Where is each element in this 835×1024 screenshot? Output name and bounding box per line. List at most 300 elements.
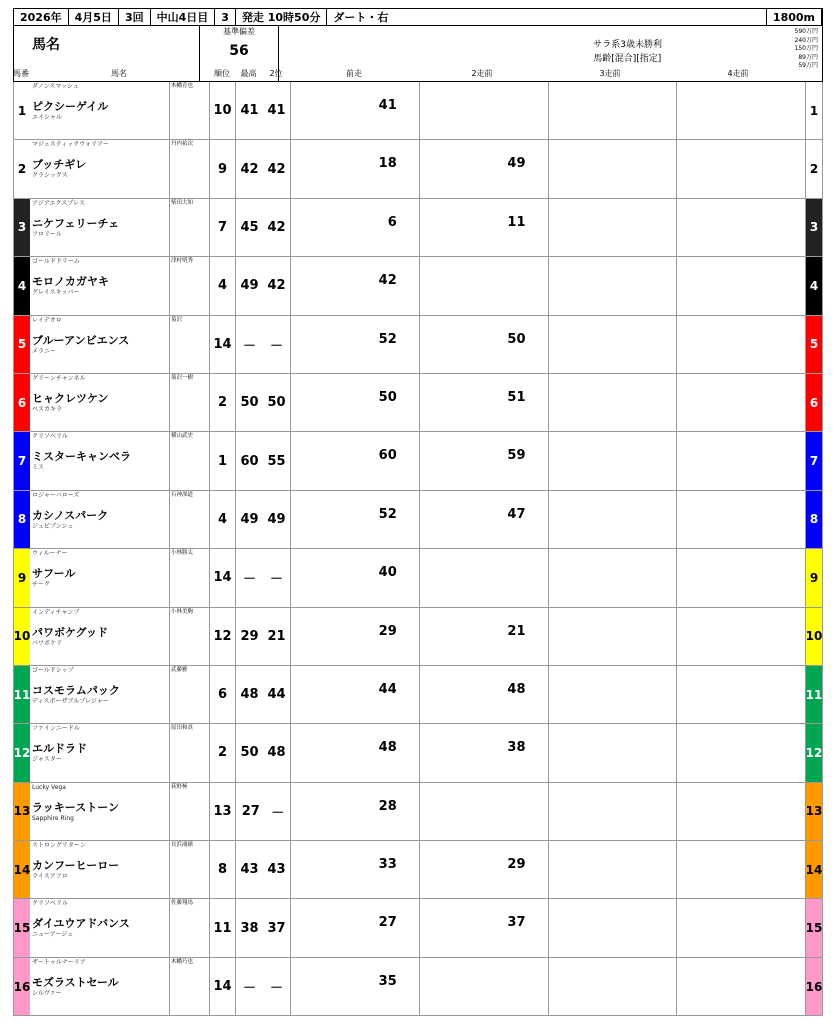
second-score: 48 — [267, 745, 286, 761]
horse-info — [30, 199, 170, 256]
horse-info — [30, 841, 170, 898]
prev1-score: 44 — [378, 681, 397, 697]
horse-number-right: 9 — [806, 549, 822, 606]
horse-number: 2 — [14, 140, 30, 197]
rank: 12 — [210, 608, 236, 665]
prize-3: 150万円 — [794, 45, 818, 52]
horse-number: 6 — [14, 374, 30, 431]
prev-race-4 — [677, 316, 806, 373]
horse-number-right: 2 — [806, 140, 822, 197]
prev-race-3 — [549, 608, 678, 665]
horse-number: 13 — [14, 783, 30, 840]
jockey: 菊沢 — [170, 316, 210, 373]
best-score: － — [242, 338, 256, 354]
scores — [236, 724, 291, 781]
horse-number-right: 6 — [806, 374, 822, 431]
horse-number-right: 13 — [806, 783, 822, 840]
prev-race-3 — [549, 958, 678, 1015]
second-score: 41 — [267, 103, 286, 119]
horse-info — [30, 608, 170, 665]
prize-list — [795, 28, 818, 71]
prev-race-4 — [677, 899, 806, 956]
horse-name: エルドラド — [32, 742, 87, 756]
distance: 1800m — [766, 9, 822, 25]
horse-info — [30, 82, 170, 139]
prev1-score: 60 — [378, 448, 397, 464]
jockey: 横山武史 — [170, 432, 210, 489]
prev-race-4 — [677, 608, 806, 665]
prev1-score: 42 — [378, 273, 397, 289]
prev-race-2 — [420, 958, 549, 1015]
prev-race-1 — [291, 491, 420, 548]
table-row — [13, 491, 823, 549]
jockey: 原田和真 — [170, 724, 210, 781]
horse-name: カンフーヒーロー — [32, 859, 120, 873]
prev-race-4 — [677, 549, 806, 606]
horse-number: 9 — [14, 549, 30, 606]
horse-number: 5 — [14, 316, 30, 373]
race-number: 3 — [215, 9, 236, 25]
scores — [236, 666, 291, 723]
best-score: 50 — [240, 395, 259, 411]
scores — [236, 316, 291, 373]
dam: クラシックス — [32, 172, 68, 180]
dam: Sapphire Ring — [32, 814, 74, 822]
second-score: 42 — [267, 278, 286, 294]
scores — [236, 82, 291, 139]
prev-race-4 — [677, 374, 806, 431]
horse-info — [30, 432, 170, 489]
rank: 1 — [210, 432, 236, 489]
horse-name: コスモラムパック — [32, 683, 120, 697]
race-cond: 馬齢[混合][指定] — [593, 54, 662, 64]
prev-race-2 — [420, 608, 549, 665]
date: 4月5日 — [69, 9, 119, 25]
prev-race-3 — [549, 374, 678, 431]
dam: メラニー — [32, 347, 57, 355]
prev-race-1 — [291, 549, 420, 606]
prev-race-2 — [420, 140, 549, 197]
prize-4: 89万円 — [798, 53, 818, 61]
prev-race-3 — [549, 140, 678, 197]
horse-info — [30, 491, 170, 548]
horse-number: 7 — [14, 432, 30, 489]
sire: ダノンスマッシュ — [32, 83, 79, 90]
second-score: 42 — [267, 161, 286, 177]
prev-race-2 — [420, 432, 549, 489]
horse-number: 14 — [14, 841, 30, 898]
prev-race-4 — [677, 82, 806, 139]
rank: 10 — [210, 82, 236, 139]
horse-number-right: 8 — [806, 491, 822, 548]
best-score: 50 — [240, 745, 259, 761]
second-score: 43 — [267, 862, 286, 878]
table-row — [13, 316, 823, 374]
horse-number: 1 — [14, 82, 30, 139]
jockey: 丹内祐次 — [170, 140, 210, 197]
horse-info — [30, 549, 170, 606]
best-score: 27 — [241, 803, 260, 819]
col-second: 2位 — [269, 69, 283, 78]
prev-race-1 — [291, 199, 420, 256]
second-score: － — [269, 338, 283, 354]
dam: パワボケリ — [32, 639, 63, 647]
prev-race-1 — [291, 374, 420, 431]
course: ダート・右 — [333, 11, 389, 24]
horse-number: 15 — [14, 899, 30, 956]
prev-race-2 — [420, 666, 549, 723]
scores — [236, 899, 291, 956]
dam: ジュピプンシュ — [32, 522, 74, 530]
table-row — [13, 958, 823, 1016]
prev-race-2 — [420, 899, 549, 956]
rank: 9 — [210, 140, 236, 197]
horse-number: 12 — [14, 724, 30, 781]
sire: クリソベリル — [32, 900, 69, 908]
scores — [236, 257, 291, 314]
dam: シルヴァー — [32, 989, 62, 997]
best-score: 43 — [240, 862, 259, 878]
horse-number-right: 15 — [806, 899, 822, 956]
best-score: － — [242, 981, 256, 997]
prev-race-1 — [291, 899, 420, 956]
sire: レイデオロ — [32, 316, 62, 324]
scores — [236, 199, 291, 256]
prev-race-3 — [549, 666, 678, 723]
second-score: 49 — [267, 511, 286, 527]
std-label: 基準偏差 — [223, 27, 255, 36]
prev1-score: 48 — [378, 740, 397, 756]
prize-2: 240万円 — [794, 36, 818, 44]
prev-race-3 — [549, 783, 678, 840]
sire: インディチャンプ — [32, 608, 80, 616]
prev1-score: 50 — [378, 389, 397, 405]
scores — [236, 432, 291, 489]
prev-race-1 — [291, 724, 420, 781]
prev2-score: 51 — [507, 389, 526, 405]
prev-race-2 — [420, 491, 549, 548]
best-score: 42 — [240, 161, 259, 177]
col-prev1: 前走 — [346, 69, 362, 78]
scores — [236, 374, 291, 431]
horse-info — [30, 140, 170, 197]
jockey: 木幡巧也 — [170, 958, 210, 1015]
best-score: 49 — [240, 278, 259, 294]
second-score: － — [271, 805, 285, 821]
prev-race-3 — [549, 316, 678, 373]
horse-number-right: 11 — [806, 666, 822, 723]
round: 3回 — [119, 9, 151, 25]
scores — [236, 140, 291, 197]
prev-race-2 — [420, 374, 549, 431]
dam: ベスカキラ — [32, 405, 63, 413]
horse-name: ブルーアンビエンス — [32, 333, 130, 347]
horse-name: モズラストセール — [32, 975, 119, 989]
prev2-score: 50 — [507, 331, 526, 347]
col-prev4: 4走前 — [727, 69, 749, 78]
jockey: 木幡育也 — [170, 82, 210, 139]
horse-name: カシノスパーク — [32, 508, 109, 522]
sire: ゴールドシップ — [32, 666, 74, 674]
horse-number-right: 14 — [806, 841, 822, 898]
sire: クリソベリル — [32, 433, 69, 441]
prev-race-1 — [291, 432, 420, 489]
prev-race-2 — [420, 783, 549, 840]
horse-info — [30, 374, 170, 431]
dam: ディスポーザブルプレジャー — [32, 697, 109, 705]
rank: 13 — [210, 783, 236, 840]
prev-race-1 — [291, 257, 420, 314]
sire: ファインニードル — [32, 725, 80, 733]
horse-number-right: 16 — [806, 958, 822, 1015]
horse-number: 8 — [14, 491, 30, 548]
prev-race-2 — [420, 549, 549, 606]
col-prev3: 3走前 — [599, 69, 621, 78]
horse-number-right: 5 — [806, 316, 822, 373]
second-score: 55 — [267, 453, 286, 469]
col-best: 最高 — [240, 69, 257, 78]
prize-5: 59万円 — [798, 62, 818, 69]
dam: ライスアフロ — [32, 873, 68, 881]
dam: ニューアージュ — [32, 931, 74, 939]
scores — [236, 958, 291, 1015]
horse-number: 16 — [14, 958, 30, 1015]
prev-race-1 — [291, 82, 420, 139]
best-score: － — [242, 572, 256, 588]
jockey: 石神深道 — [170, 491, 210, 548]
prev-race-3 — [549, 257, 678, 314]
horse-name: ヒャクレツケン — [32, 391, 109, 405]
prev-race-1 — [291, 783, 420, 840]
jockey: 小林美駒 — [170, 608, 210, 665]
dam: フロリール — [32, 230, 62, 238]
prev-race-3 — [549, 199, 678, 256]
prev-race-4 — [677, 432, 806, 489]
prev-race-1 — [291, 841, 420, 898]
horse-info — [30, 899, 170, 956]
horse-number-right: 1 — [806, 82, 822, 139]
jockey: 菊沢一樹 — [170, 374, 210, 431]
sire: ゴールドドリーム — [32, 258, 80, 266]
dam: チーク — [32, 581, 51, 589]
race-conditions — [593, 38, 662, 66]
table-row — [13, 899, 823, 957]
horse-number-right: 10 — [806, 608, 822, 665]
horse-number-right: 7 — [806, 432, 822, 489]
best-score: 60 — [240, 453, 259, 469]
table-row — [13, 140, 823, 198]
horse-info — [30, 257, 170, 314]
rank: 7 — [210, 199, 236, 256]
second-score: 44 — [267, 687, 286, 703]
best-score: 38 — [240, 920, 259, 936]
jockey: 荻野極 — [170, 783, 210, 840]
col-no: 馬番 — [13, 69, 29, 78]
prev1-score: 35 — [378, 973, 397, 989]
horse-name: サフール — [32, 567, 76, 581]
jockey: 小林勝太 — [170, 549, 210, 606]
rank: 14 — [210, 958, 236, 1015]
sire: マジェスティックウォリアー — [32, 141, 109, 149]
prev-race-3 — [549, 841, 678, 898]
horse-info — [30, 316, 170, 373]
horse-info — [30, 958, 170, 1015]
scores — [236, 491, 291, 548]
jockey: 柴田大知 — [170, 199, 210, 256]
prev1-score: 52 — [378, 506, 397, 522]
jockey: 武藤雅 — [170, 666, 210, 723]
scores — [236, 783, 291, 840]
rank: 4 — [210, 257, 236, 314]
best-score: 49 — [240, 511, 259, 527]
venue: 中山4日目 — [151, 9, 216, 25]
second-score: 50 — [267, 395, 286, 411]
horse-number-right: 3 — [806, 199, 822, 256]
prev-race-2 — [420, 257, 549, 314]
rank: 8 — [210, 841, 236, 898]
prev-race-3 — [549, 432, 678, 489]
prev-race-4 — [677, 841, 806, 898]
rank: 2 — [210, 724, 236, 781]
horse-name: ラッキーストーン — [32, 800, 120, 814]
table-row — [13, 666, 823, 724]
horse-name: モロノカガヤキ — [32, 275, 109, 289]
prev1-score: 6 — [387, 214, 397, 230]
sire: Lucky Vega — [32, 783, 66, 791]
prev2-score: 37 — [507, 915, 526, 931]
horse-name: ブッチギレ — [32, 158, 87, 172]
rank: 2 — [210, 374, 236, 431]
race-class: サラ系3歳未勝利 — [593, 40, 662, 50]
best-score: 48 — [240, 687, 259, 703]
table-row — [13, 432, 823, 490]
horse-name: ピクシーゲイル — [32, 100, 109, 113]
horse-info — [30, 666, 170, 723]
name-label: 馬名 — [32, 37, 60, 53]
prev-race-1 — [291, 958, 420, 1015]
second-score: 21 — [267, 628, 286, 644]
prev2-score: 59 — [507, 448, 526, 464]
horse-number: 10 — [14, 608, 30, 665]
horse-name: ミスターキャンベラ — [32, 450, 131, 464]
prev2-score: 48 — [507, 681, 526, 697]
col-prev2: 2走前 — [471, 69, 493, 78]
best-score: 29 — [240, 628, 259, 644]
race-header — [13, 8, 823, 26]
sire: ストロングリターン — [32, 842, 86, 850]
table-row — [13, 549, 823, 607]
sire: ロジャーバローズ — [32, 491, 80, 499]
rank: 6 — [210, 666, 236, 723]
sire: ウィルーナー — [32, 550, 68, 558]
prev1-score: 41 — [378, 98, 397, 113]
horse-name: パワボケグッド — [32, 625, 109, 639]
prev-race-1 — [291, 608, 420, 665]
rank: 4 — [210, 491, 236, 548]
prev-race-2 — [420, 82, 549, 139]
scores — [236, 608, 291, 665]
horse-number: 4 — [14, 257, 30, 314]
prev2-score: 38 — [507, 740, 526, 756]
horse-number-right: 12 — [806, 724, 822, 781]
prev-race-4 — [677, 140, 806, 197]
prev-race-1 — [291, 140, 420, 197]
rank: 11 — [210, 899, 236, 956]
prev-race-2 — [420, 199, 549, 256]
prev1-score: 33 — [378, 857, 397, 873]
prev-race-2 — [420, 724, 549, 781]
second-score: 42 — [267, 219, 286, 235]
dam: ミス — [32, 464, 45, 472]
table-row — [13, 724, 823, 782]
second-score: － — [269, 981, 283, 997]
dam: ジャスター — [32, 756, 62, 764]
table-row — [13, 608, 823, 666]
scores — [236, 549, 291, 606]
prev-race-3 — [549, 491, 678, 548]
prev-race-1 — [291, 316, 420, 373]
col-rank: 順位 — [214, 69, 230, 78]
second-score: － — [269, 572, 283, 588]
table-row — [13, 257, 823, 315]
prev1-score: 28 — [378, 798, 397, 814]
horse-name: ダイユウアドバンス — [32, 917, 130, 931]
jockey: 佐藤翔馬 — [170, 899, 210, 956]
table-row — [13, 374, 823, 432]
best-score: 45 — [240, 219, 259, 235]
prev-race-4 — [677, 199, 806, 256]
prev-race-4 — [677, 724, 806, 781]
prev1-score: 18 — [378, 156, 397, 172]
prev-race-4 — [677, 491, 806, 548]
column-headers — [13, 68, 823, 81]
prev1-score: 52 — [378, 331, 397, 347]
prev2-score: 11 — [507, 214, 526, 230]
jockey: 津村明秀 — [170, 257, 210, 314]
year: 2026年 — [14, 9, 69, 25]
prev1-score: 27 — [378, 915, 397, 931]
jockey: 長浜鴻緒 — [170, 841, 210, 898]
prev-race-4 — [677, 958, 806, 1015]
horse-number: 11 — [14, 666, 30, 723]
prev-race-3 — [549, 724, 678, 781]
rank: 14 — [210, 549, 236, 606]
prev-race-4 — [677, 666, 806, 723]
start-time: 発走 10時50分 — [236, 9, 327, 25]
prev-race-2 — [420, 841, 549, 898]
best-score: 41 — [240, 103, 259, 119]
prize-1: 590万円 — [794, 28, 818, 35]
dam: エイシャル — [32, 114, 62, 121]
prev-race-1 — [291, 666, 420, 723]
prev1-score: 40 — [378, 565, 397, 581]
prev2-score: 47 — [507, 506, 526, 522]
prev-race-4 — [677, 783, 806, 840]
sire: グリーンチャンネル — [32, 374, 86, 382]
horse-info — [30, 724, 170, 781]
dam: グレイスキッパー — [32, 289, 80, 297]
table-row — [13, 199, 823, 257]
table-row — [13, 783, 823, 841]
rank: 14 — [210, 316, 236, 373]
prev-race-3 — [549, 549, 678, 606]
prev-race-3 — [549, 899, 678, 956]
horse-table — [13, 82, 823, 1016]
prev-race-4 — [677, 257, 806, 314]
prev2-score: 21 — [507, 623, 526, 639]
col-name: 馬名 — [111, 69, 127, 78]
table-row — [13, 82, 823, 140]
